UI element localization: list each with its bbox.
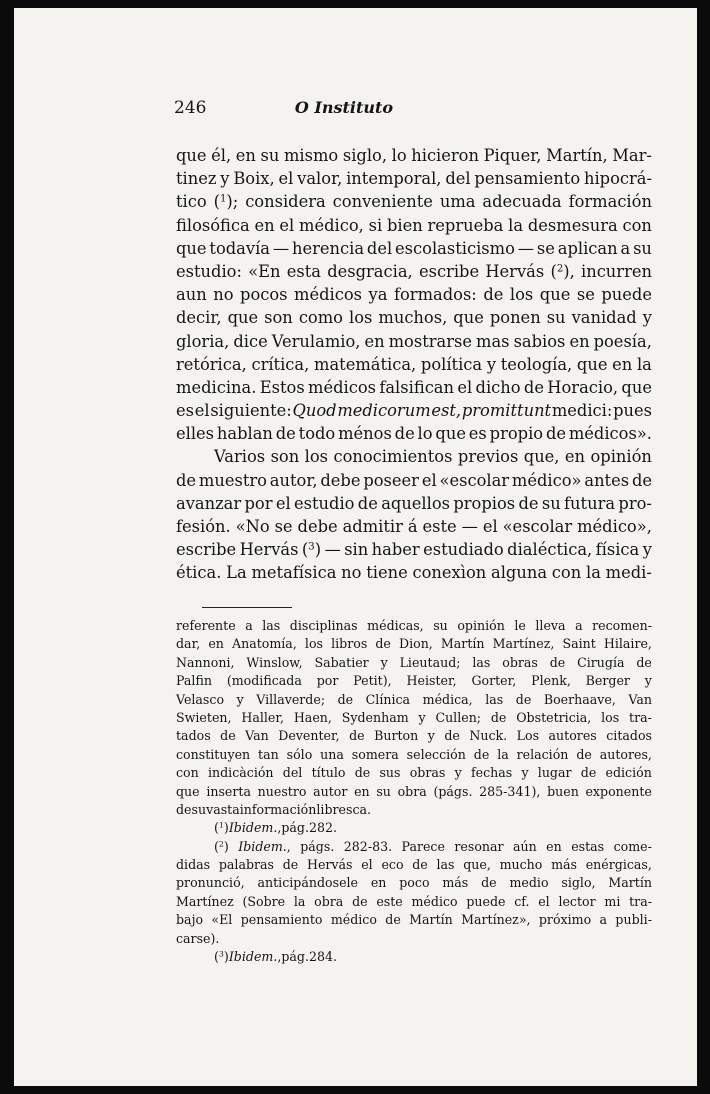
footnote-line: de su vasta información libresca.	[176, 801, 372, 817]
text-line: decir, que son como los muchos, que ponen su vanidad y	[176, 308, 652, 328]
text-line: tico ($^1$); considera conveniente uma adecuada formación	[176, 192, 652, 212]
footnote-line: bajo «El pensamiento médico de Martín Martínez», próximo a publi-	[176, 912, 652, 928]
footnote-line: ($^1$) Ibidem., pág. 282.	[214, 820, 338, 836]
text-line: que todavía — herencia del escolasticismo — se aplican a su	[176, 238, 652, 258]
footnote-line: constituyen tan sólo una somera selección de la relación de autores,	[176, 746, 652, 762]
text-line: de muestro autor, debe poseer el «escolar médico» antes de	[176, 470, 652, 490]
text-line: ética. La metafísica no tiene conexìon alguna con la medi-	[176, 563, 652, 583]
footnote-line: didas palabras de Hervás el eco de las que, mucho más enérgicas,	[176, 857, 652, 873]
footnote-line: Nannoni, Winslow, Sabatier y Lieutaud; las obras de Cirugía de	[176, 654, 652, 670]
footnote-line: referente a las disciplinas médicas, su opinión le lleva a recomen-	[176, 618, 652, 633]
text-line: que él, en su mismo siglo, lo hicieron Piquer, Martín, Mar-	[176, 146, 652, 165]
text-line: retórica, crítica, matemática, política y teología, que en la	[176, 354, 652, 374]
footnote-line: pronunció, anticipándosele en poco más de medio siglo, Martín	[176, 875, 652, 891]
main-text	[176, 144, 652, 585]
footnote-line: dar, en Anatomía, los libros de Dion, Martín Martínez, Saint Hilaire,	[176, 636, 652, 652]
text-line: Varios son los conocimientos previos que, en opinión	[214, 447, 652, 467]
footnote-line: que inserta nuestro autor en su obra (págs. 285-341), buen exponente	[176, 783, 652, 799]
text-line: es el siguiente: Quod medicorum est, promittunt medici: pues	[176, 401, 652, 421]
footnote-line: Palfin (modificada por Petit), Heister, Gorter, Plenk, Berger y	[176, 673, 652, 689]
footnote-line: Velasco y Villaverde; de Clínica médica, las de Boerhaave, Van	[176, 691, 652, 707]
footnote-line: Swieten, Haller, Haen, Sydenham y Cullen; de Obstetricia, los tra-	[176, 709, 652, 725]
text-line: estudio: «En esta desgracia, escribe Hervás ($^2$), incurren	[176, 261, 652, 281]
text-line: avanzar por el estudio de aquellos propios de su futura pro-	[176, 493, 652, 513]
footnote-line: ($^2$) Ibidem., págs. 282-83. Parece resonar aún en estas come-	[214, 838, 652, 854]
text-line: medicina. Estos médicos falsifican el dicho de Horacio, que	[176, 377, 652, 397]
text-line: filosófica en el médico, si bien reprueba la desmesura con	[176, 215, 652, 235]
running-title: O Instituto	[294, 98, 394, 117]
footnote-line: tados de Van Deventer, de Burton y de Nuck. Los autores citados	[176, 728, 652, 744]
footnote-line: carse).	[176, 930, 220, 946]
page-number: 246	[174, 98, 207, 118]
text-line: aun no pocos médicos ya formados: de los que se puede	[176, 285, 652, 305]
text-line: gloria, dice Verulamio, en mostrarse mas sabios en poesía,	[176, 331, 652, 351]
text-line: elles hablan de todo ménos de lo que es propio de médicos».	[176, 424, 652, 444]
footnote-divider	[202, 607, 292, 608]
book-page	[14, 8, 697, 1086]
footnotes	[176, 617, 652, 966]
footnote-line: Martínez (Sobre la obra de este médico puede cf. el lector mi tra-	[176, 893, 652, 909]
footnote-line: ($^3$) Ibidem., pág. 284.	[214, 949, 338, 965]
text-line: tinez y Boix, el valor, intemporal, del pensamiento hipocrá-	[176, 169, 652, 189]
text-line: fesión. «No se debe admitir á este — el «escolar médico»,	[176, 517, 652, 536]
text-line: escribe Hervás ($^3$) — sin haber estudiado dialéctica, física y	[176, 540, 652, 560]
page-header	[174, 98, 514, 122]
footnote-line: con indicàción del título de sus obras y fechas y lugar de edición	[176, 765, 652, 781]
